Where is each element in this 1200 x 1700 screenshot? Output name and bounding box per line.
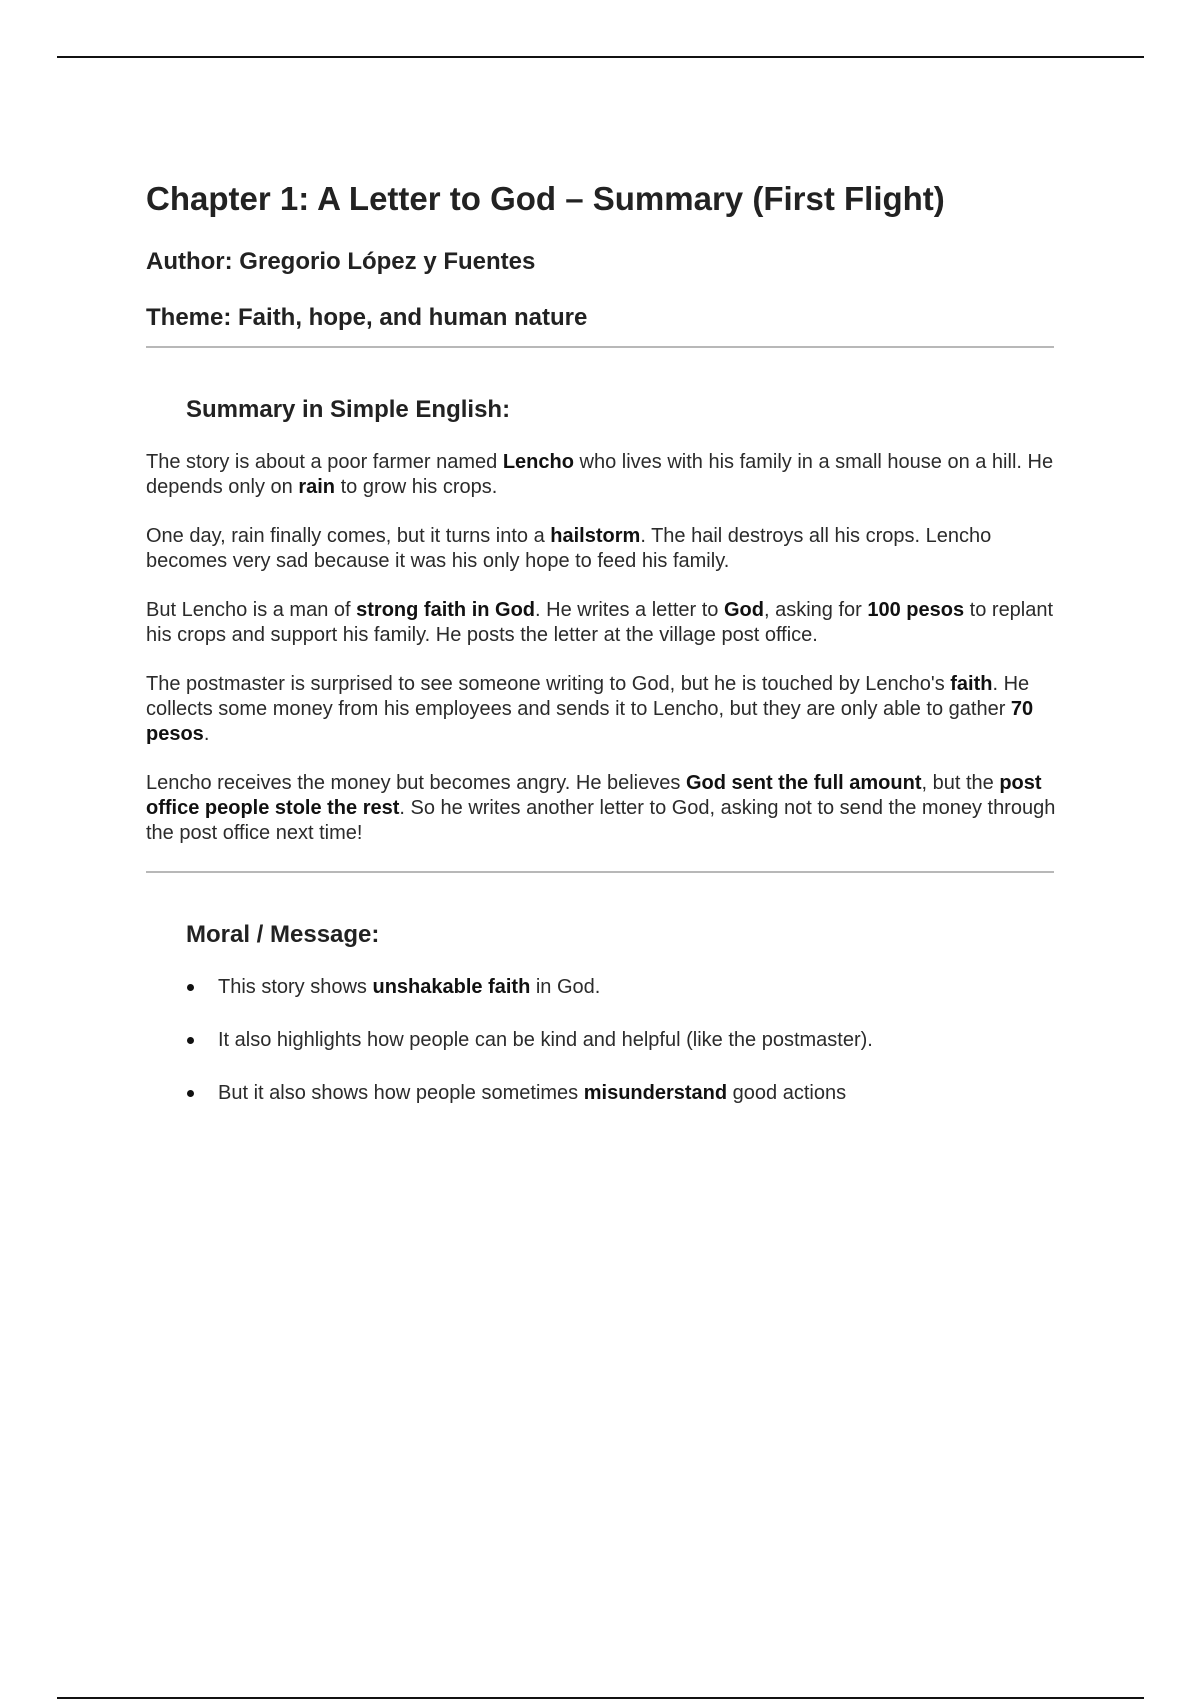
section-divider: [146, 346, 1054, 348]
page-title: Chapter 1: A Letter to God – Summary (First Flight): [146, 180, 945, 217]
summary-paragraph-2: One day, rain finally comes, but it turns into a hailstorm. The hail destroys all his crops. Lencho becomes very sad because it was his only hope to feed his family.: [146, 525, 992, 572]
page-top-rule: [57, 56, 1144, 58]
document-body: [146, 178, 1056, 1134]
list-item: It also highlights how people can be kind and helpful (like the postmaster).: [186, 1028, 1056, 1053]
summary-heading: Summary in Simple English:: [186, 396, 511, 423]
bullet-icon: [187, 1090, 194, 1097]
summary-paragraph-3: But Lencho is a man of strong faith in God. He writes a letter to God, asking for 100 pesos to replant his crops and support his family. He posts the letter at the village post office.: [146, 599, 1054, 646]
summary-paragraph-5: Lencho receives the money but becomes angry. He believes God sent the full amount, but the post office people stole the rest. So he writes another letter to God, asking not to send the money through the post office next time!: [146, 772, 1056, 844]
section-divider: [146, 871, 1054, 873]
list-item: But it also shows how people sometimes misunderstand good actions: [186, 1081, 1056, 1106]
summary-paragraph-4: The postmaster is surprised to see someone writing to God, but he is touched by Lencho's faith. He collects some money from his employees and sends it to Lencho, but they are only able to gather 70 pesos.: [146, 673, 1034, 745]
author-line: Author: Gregorio López y Fuentes: [146, 248, 536, 275]
bullet-icon: [187, 984, 194, 991]
summary-paragraph-1: The story is about a poor farmer named Lencho who lives with his family in a small house on a hill. He depends only on rain to grow his crops.: [146, 451, 1054, 498]
theme-line: Theme: Faith, hope, and human nature: [146, 304, 588, 331]
list-item: This story shows unshakable faith in God.: [186, 975, 1056, 1000]
moral-list: [146, 975, 1056, 1106]
bullet-icon: [187, 1037, 194, 1044]
page-bottom-rule: [57, 1697, 1144, 1699]
moral-heading: Moral / Message:: [186, 921, 380, 948]
